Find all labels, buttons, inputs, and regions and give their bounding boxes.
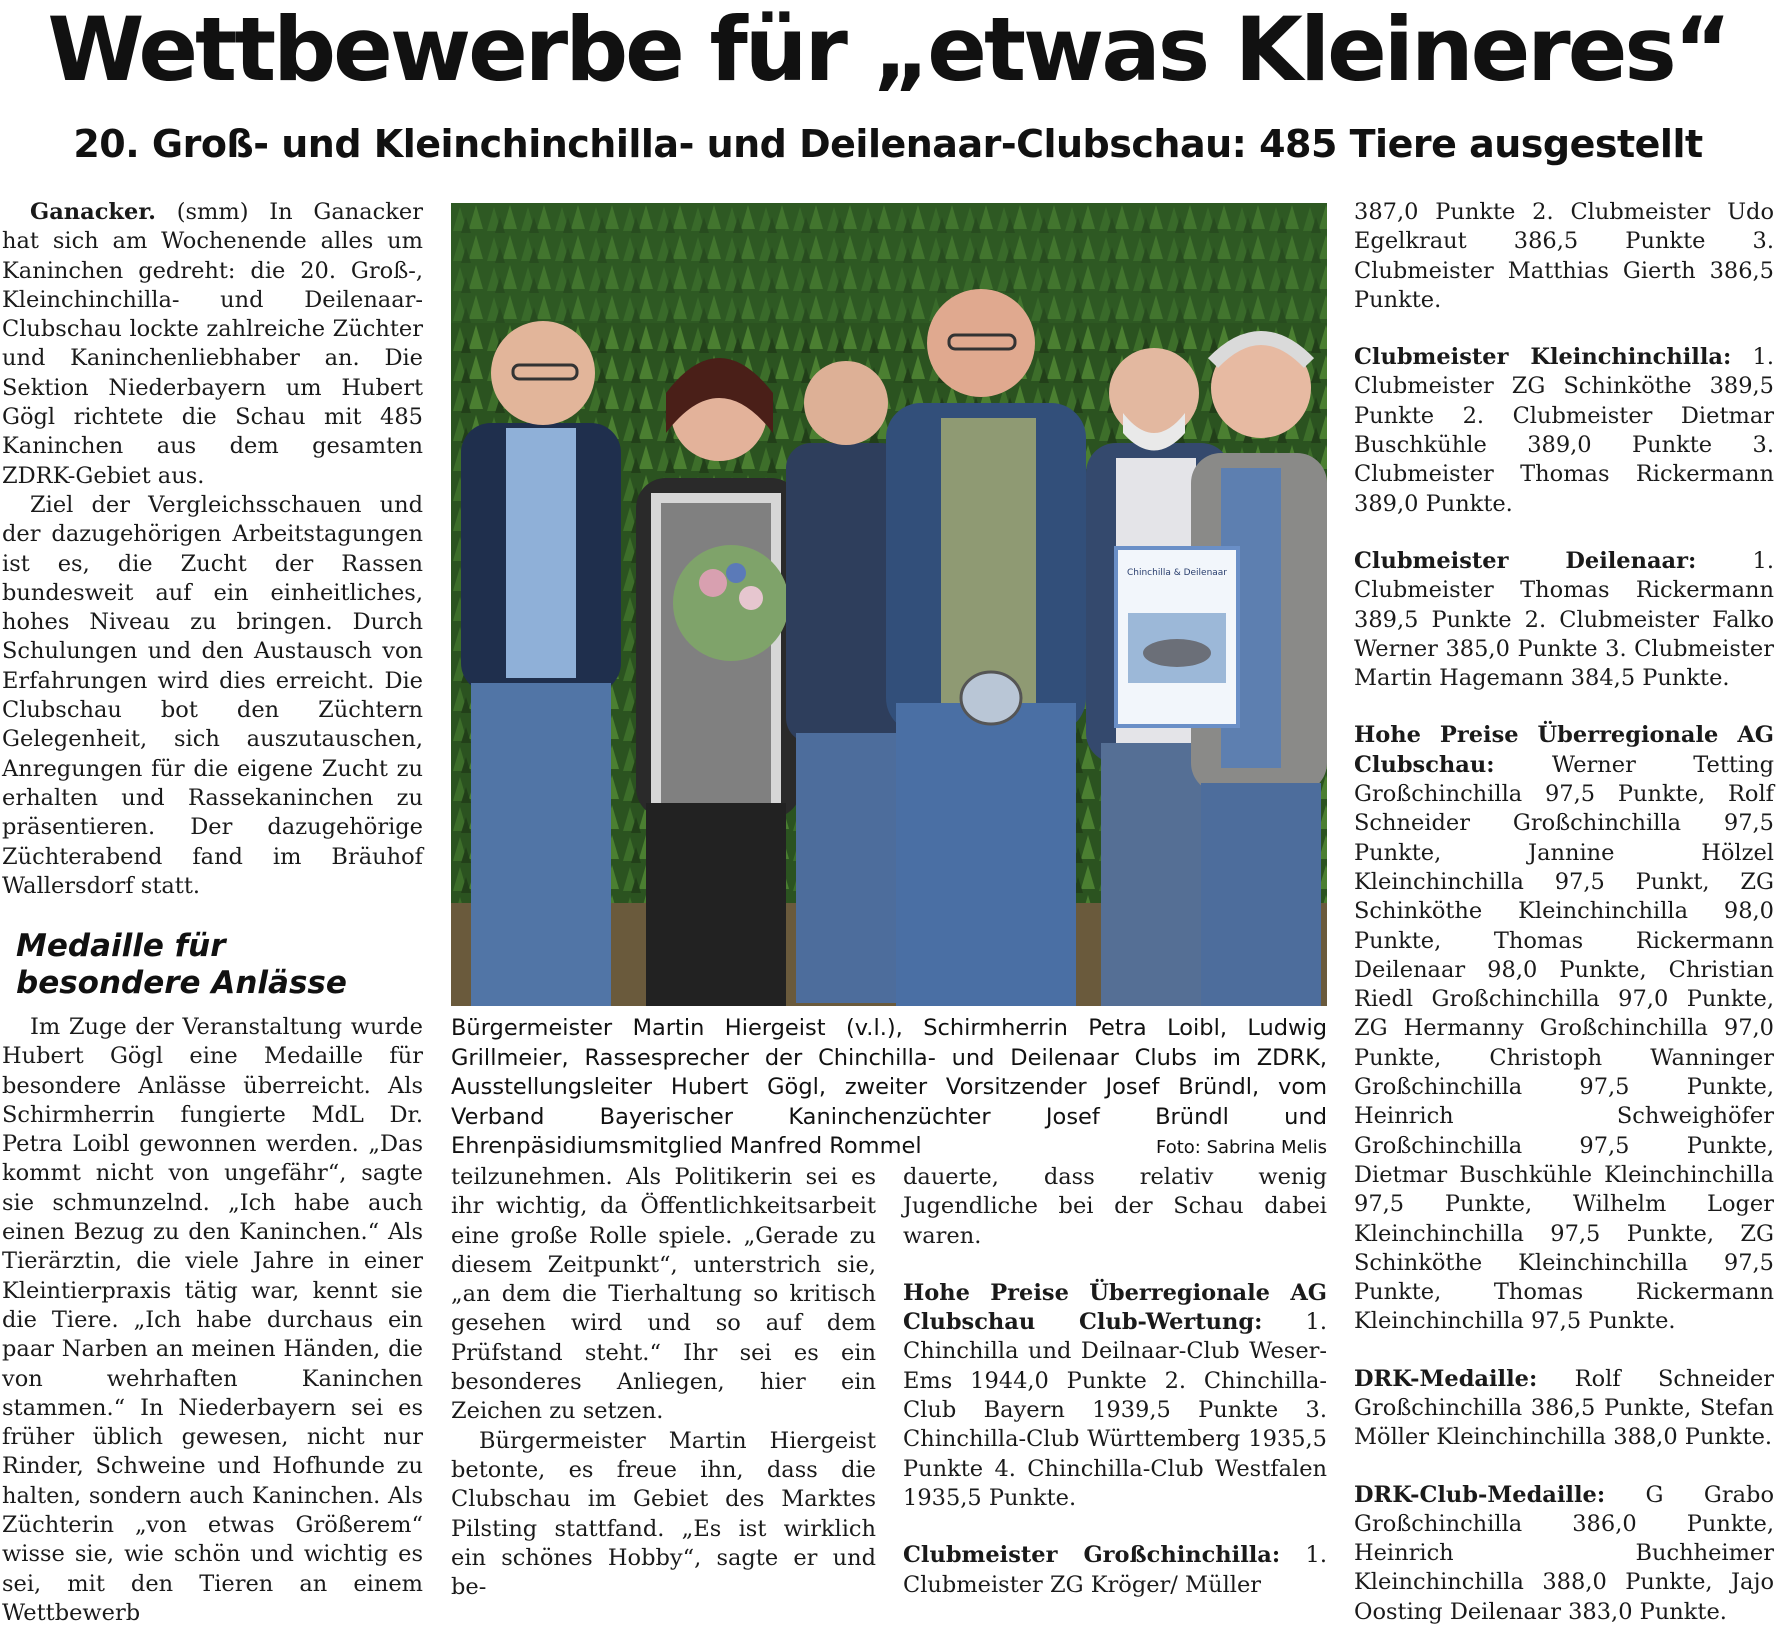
result-text: 1. Clubmeister ZG Kröger/ Müller — [903, 1542, 1327, 1598]
headline: Wettbewerbe für „etwas Kleineres“ — [47, 0, 1729, 101]
book-title: Chinchilla & Deilenaar — [1126, 568, 1228, 578]
result-label: DRK-Medaille: — [1354, 1365, 1538, 1392]
result-text: 1. Clubmeister ZG Schinköthe 389,5 Punkte 2. Clubmeister Dietmar Buschkühle 389,0 Punkte 3. Clubmeister Thomas Rickermann 389,0 Punkte. — [1354, 344, 1774, 517]
article-column-2 — [451, 1163, 876, 1602]
result-drk-club-medaille — [1354, 1481, 1774, 1627]
group-photo — [451, 203, 1327, 1006]
result-label: Clubmeister Deilenaar: — [1354, 547, 1697, 574]
paragraph-mayor: Bürgermeister Martin Hiergeist betonte, es freue ihn, dass die Clubschau im Gebiet des Marktes Pilsting stattfand. „Es ist wirklich ein schönes Hobby“, sagte er und be- — [451, 1427, 876, 1601]
result-label: Clubmeister Kleinchinchilla: — [1354, 344, 1732, 371]
article-column-4 — [1354, 198, 1774, 1627]
result-grosschinchilla-cont — [1354, 198, 1774, 315]
article-column-1-lower — [2, 1013, 423, 1628]
result-text: Rolf Schneider Großchinchilla 386,5 Punkte, Stefan Möller Kleinchinchilla 388,0 Punkte. — [1354, 1365, 1774, 1451]
result-label: Hohe Preise Überregionale AG Clubschau: — [1354, 722, 1774, 778]
result-text: G Grabo Großchinchilla 386,0 Punkte, Heinrich Buchheimer Kleinchinchilla 388,0 Punkte, Jajo Oosting Deilenaar 383,0 Punkte. — [1354, 1481, 1774, 1625]
result-club-ranking — [903, 1279, 1327, 1513]
result-hohe-preise — [1354, 721, 1774, 1336]
result-text: 387,0 Punkte 2. Clubmeister Udo Egelkraut 386,5 Punkte 3. Clubmeister Matthias Gierth 386,5 Punkte. — [1354, 199, 1774, 313]
section-subhead: Medaille für besondere Anlässe — [16, 928, 347, 1001]
result-text: 1. Chinchilla und Deilnaar-Club Weser-Ems 1944,0 Punkte 2. Chinchilla-Club Bayern 1939,5 Punkte 3. Chinchilla-Club Württemberg 1935,5 Punkte 4. Chinchilla-Club Westfalen 1935,5 Punkte. — [903, 1309, 1328, 1511]
paragraph-goals: Ziel der Vergleichsschauen und der dazugehörigen Arbeitstagungen ist es, die Zucht der Rassen bundesweit auf ein einheitliches, hohes Niveau zu bringen. Durch Schulungen und den Austausch von Erfahrungen wird dies erreicht. Die Clubschau bot den Züchtern Gelegenheit, sich auszutauschen, Anregungen für die eigene Zucht zu erhalten und Rassekaninchen zu präsentieren. Der dazugehörige Züchterabend fand im Bräuhof Wallersdorf statt. — [2, 491, 423, 899]
result-kleinchinchilla — [1354, 343, 1774, 519]
group-photo-illustration — [451, 203, 1327, 1006]
intro-text: (smm) In Ganacker hat sich am Wochenende alles um Kaninchen gedreht: die 20. Groß-, Kleinchinchilla- und Deilenaar-Clubschau lockte zahlreiche Züchter und Kaninchenliebhaber an. Die Sektion Niederbayern um Hubert Gögl richtete die Schau mit 485 Kaninchen aus dem gesamten ZDRK-Gebiet aus. — [2, 199, 423, 489]
result-drk-medaille — [1354, 1365, 1774, 1453]
result-label: Clubmeister Großchinchilla: — [903, 1542, 1281, 1569]
paragraph-medal: Im Zuge der Veranstaltung wurde Hubert Gögl eine Medaille für besondere Anlässe überreicht. Als Schirmherrin fungierte MdL Dr. Petra Loibl gewonnen werden. „Das kommt nicht von ungefähr“, sagte sie schmunzelnd. „Ich habe auch einen Bezug zu den Kaninchen.“ Als Tierärztin, die viele Jahre in einer Kleintierpraxis tätig war, kennt sie die Tiere. „Ich habe durchaus ein paar Narben an meinen Händen, die von wehrhaften Kaninchen stammen.“ In Niederbayern sei es früher üblich gewesen, nicht nur Rinder, Schweine und Hofhunde zu halten, sondern auch Kaninchen. Als Züchterin „von etwas Größerem“ wisse sie, wie schön und wichtig es sei, mit den Tieren an einem Wettbewerb — [2, 1014, 423, 1626]
paragraph-youth: dauerte, dass relativ wenig Jugendliche bei der Schau dabei waren. — [903, 1164, 1327, 1249]
dateline: Ganacker. — [30, 199, 156, 225]
result-deilenaar — [1354, 547, 1774, 693]
photo-credit: Foto: Sabrina Melis — [1155, 1136, 1327, 1158]
caption-text: Bürgermeister Martin Hiergeist (v.l.), Schirmherrin Petra Loibl, Ludwig Grillmeier, Rassesprecher der Chinchilla- und Deilenaar Clubs im ZDRK, Ausstellungsleiter Hubert Gögl, zweiter Vorsitzender Josef Bründl, vom Verband Bayerischer Kaninchenzüchter Josef Bründl und Ehrenpäsidiumsmitglied Manfred Rommel — [451, 1015, 1327, 1159]
photo-caption — [451, 1014, 1327, 1162]
result-text: Werner Tetting Großchinchilla 97,5 Punkte, Rolf Schneider Großchinchilla 97,5 Punkte, Jannine Hölzel Kleinchinchilla 97,5 Punkt, ZG Schinköthe Kleinchinchilla 98,0 Punkte, Thomas Rickermann Deilenaar 98,0 Punkte, Christian Riedl Großchinchilla 97,0 Punkte, ZG Hermanny Großchinchilla 97,0 Punkte, Christoph Wanninger Großchinchilla 97,5 Punkte, Heinrich Schweighöfer Großchinchilla 97,5 Punkte, Dietmar Buschkühle Kleinchinchilla 97,5 Punkte, Wilhelm Loger Kleinchinchilla 97,5 Punkte, ZG Schinköthe Kleinchinchilla 97,5 Punkte, Thomas Rickermann Kleinchinchilla 97,5 Punkte. — [1354, 751, 1774, 1335]
paragraph-politics: teilzunehmen. Als Politikerin sei es ihr wichtig, da Öffentlichkeitsarbeit eine große Rolle spiele. „Gerade zu diesem Zeitpunkt“, unterstrich sie, „an dem die Tierhaltung so kritisch gesehen wird und so auf dem Prüfstand steht.“ Ihr sei es ein besonderes Anliegen, hier ein Zeichen zu setzen. — [451, 1164, 876, 1425]
result-label: DRK-Club-Medaille: — [1354, 1481, 1606, 1508]
intro-paragraph — [2, 198, 423, 491]
article-column-3 — [903, 1163, 1327, 1600]
article-column-1 — [2, 198, 423, 901]
result-grosschinchilla — [903, 1541, 1327, 1600]
subheadline: 20. Groß- und Kleinchinchilla- und Deilenaar-Clubschau: 485 Tiere ausgestellt — [73, 122, 1703, 166]
result-label: Hohe Preise Überregionale AG Clubschau Club-Wertung: — [903, 1279, 1327, 1336]
result-text: 1. Clubmeister Thomas Rickermann 389,5 Punkte 2. Clubmeister Falko Werner 385,0 Punkte 3. Clubmeister Martin Hagemann 384,5 Punkte. — [1354, 547, 1774, 692]
person-1 — [461, 321, 621, 1006]
